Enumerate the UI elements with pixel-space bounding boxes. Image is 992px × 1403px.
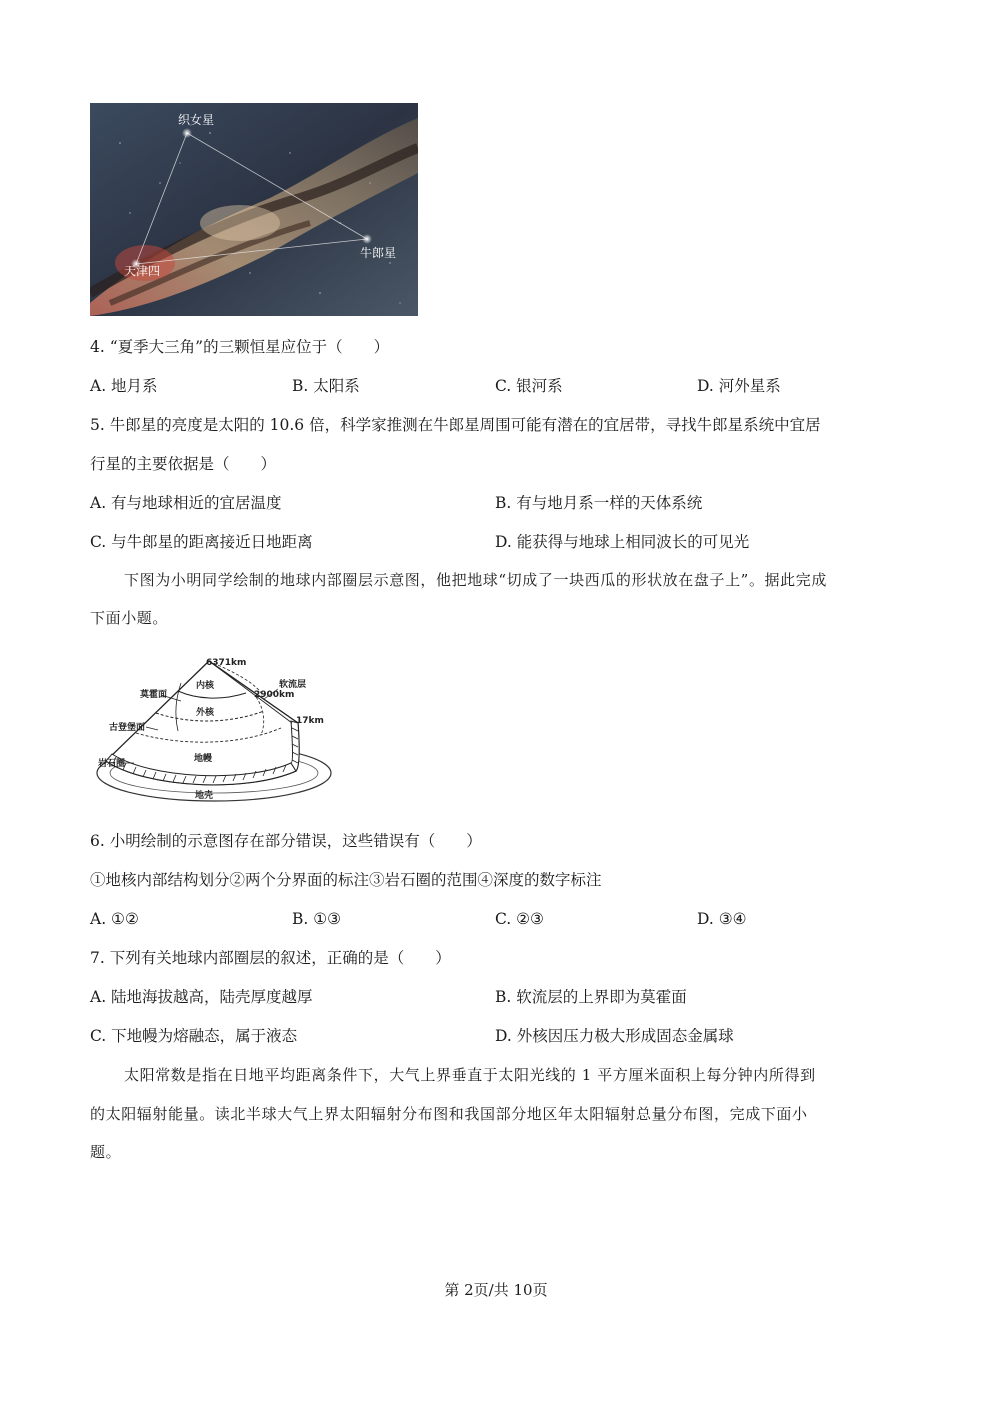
inner-core-label: 内核 bbox=[196, 681, 215, 691]
gutenberg-label: 古登堡面 bbox=[109, 723, 146, 733]
q5-stem-line2: 行星的主要依据是（ ） bbox=[90, 455, 277, 473]
q4-option-b[interactable]: B. 太阳系 bbox=[292, 377, 360, 395]
q6-items: ①地核内部结构划分②两个分界面的标注③岩石圈的范围④深度的数字标注 bbox=[90, 871, 602, 889]
lithosphere-label: 岩石圈 bbox=[98, 759, 126, 769]
altair-label: 牛郎星 bbox=[360, 246, 397, 260]
q7-option-d[interactable]: D. 外核因压力极大形成固态金属球 bbox=[495, 1027, 734, 1045]
mantle-label: 地幔 bbox=[194, 754, 213, 764]
intro3-line3: 题。 bbox=[90, 1143, 122, 1161]
q5-stem-line1: 5. 牛郎星的亮度是太阳的 10.6 倍，科学家推测在牛郎星周围可能有潜在的宜居带，寻找牛郎星系统中宜居 bbox=[90, 416, 821, 434]
vega-star bbox=[182, 128, 192, 138]
intro3-line2: 的太阳辐射能量。读北半球大气上界太阳辐射分布图和我国部分地区年太阳辐射总量分布图，完成下面小 bbox=[90, 1105, 808, 1123]
q5-option-a[interactable]: A. 有与地球相近的宜居温度 bbox=[90, 494, 282, 512]
q5-option-c[interactable]: C. 与牛郎星的距离接近日地距离 bbox=[90, 533, 313, 551]
q5-option-d[interactable]: D. 能获得与地球上相同波长的可见光 bbox=[495, 533, 750, 551]
crust-label: 地壳 bbox=[195, 791, 214, 801]
q7-option-a[interactable]: A. 陆地海拔越高，陆壳厚度越厚 bbox=[90, 988, 313, 1006]
q6-option-c[interactable]: C. ②③ bbox=[495, 910, 544, 928]
q5-option-b[interactable]: B. 有与地月系一样的天体系统 bbox=[495, 494, 703, 512]
intro2-line1: 下图为小明同学绘制的地球内部圈层示意图，他把地球“切成了一块西瓜的形状放在盘子上”。据此完成 bbox=[124, 571, 827, 589]
earth-layers-diagram bbox=[96, 653, 336, 805]
q4-option-a[interactable]: A. 地月系 bbox=[90, 377, 158, 395]
outer-core-label: 外核 bbox=[196, 708, 215, 718]
intro2-line2: 下面小题。 bbox=[90, 609, 169, 627]
q4-option-d[interactable]: D. 河外星系 bbox=[697, 377, 781, 395]
intro3-line1: 太阳常数是指在日地平均距离条件下，大气上界垂直于太阳光线的 1 平方厘米面积上每分钟内所得到 bbox=[124, 1066, 816, 1084]
vega-label: 织女星 bbox=[178, 113, 215, 127]
milky-way-image bbox=[90, 103, 418, 316]
depth-17-label: 17km bbox=[296, 716, 324, 726]
q6-option-b[interactable]: B. ①③ bbox=[292, 910, 342, 928]
q4-option-c[interactable]: C. 银河系 bbox=[495, 377, 563, 395]
q7-option-b[interactable]: B. 软流层的上界即为莫霍面 bbox=[495, 988, 687, 1006]
moho-label: 莫霍面 bbox=[140, 690, 168, 700]
q6-option-d[interactable]: D. ③④ bbox=[697, 910, 747, 928]
q7-stem: 7. 下列有关地球内部圈层的叙述，正确的是（ ） bbox=[90, 949, 451, 967]
q6-option-a[interactable]: A. ①② bbox=[90, 910, 139, 928]
page-number: 第 2页/共 10页 bbox=[444, 1281, 548, 1299]
q6-stem: 6. 小明绘制的示意图存在部分错误，这些错误有（ ） bbox=[90, 832, 482, 850]
asthenosphere-label: 软流层 bbox=[279, 680, 307, 690]
altair-star bbox=[362, 234, 372, 244]
deneb-label: 天津四 bbox=[124, 264, 161, 278]
summer-triangle-photo bbox=[90, 103, 418, 316]
q4-stem: 4. “夏季大三角”的三颗恒星应位于（ ） bbox=[90, 338, 390, 356]
q7-option-c[interactable]: C. 下地幔为熔融态，属于液态 bbox=[90, 1027, 298, 1045]
depth-2900-label: 2900km bbox=[254, 690, 295, 700]
radius-label: 6371km bbox=[206, 658, 247, 668]
